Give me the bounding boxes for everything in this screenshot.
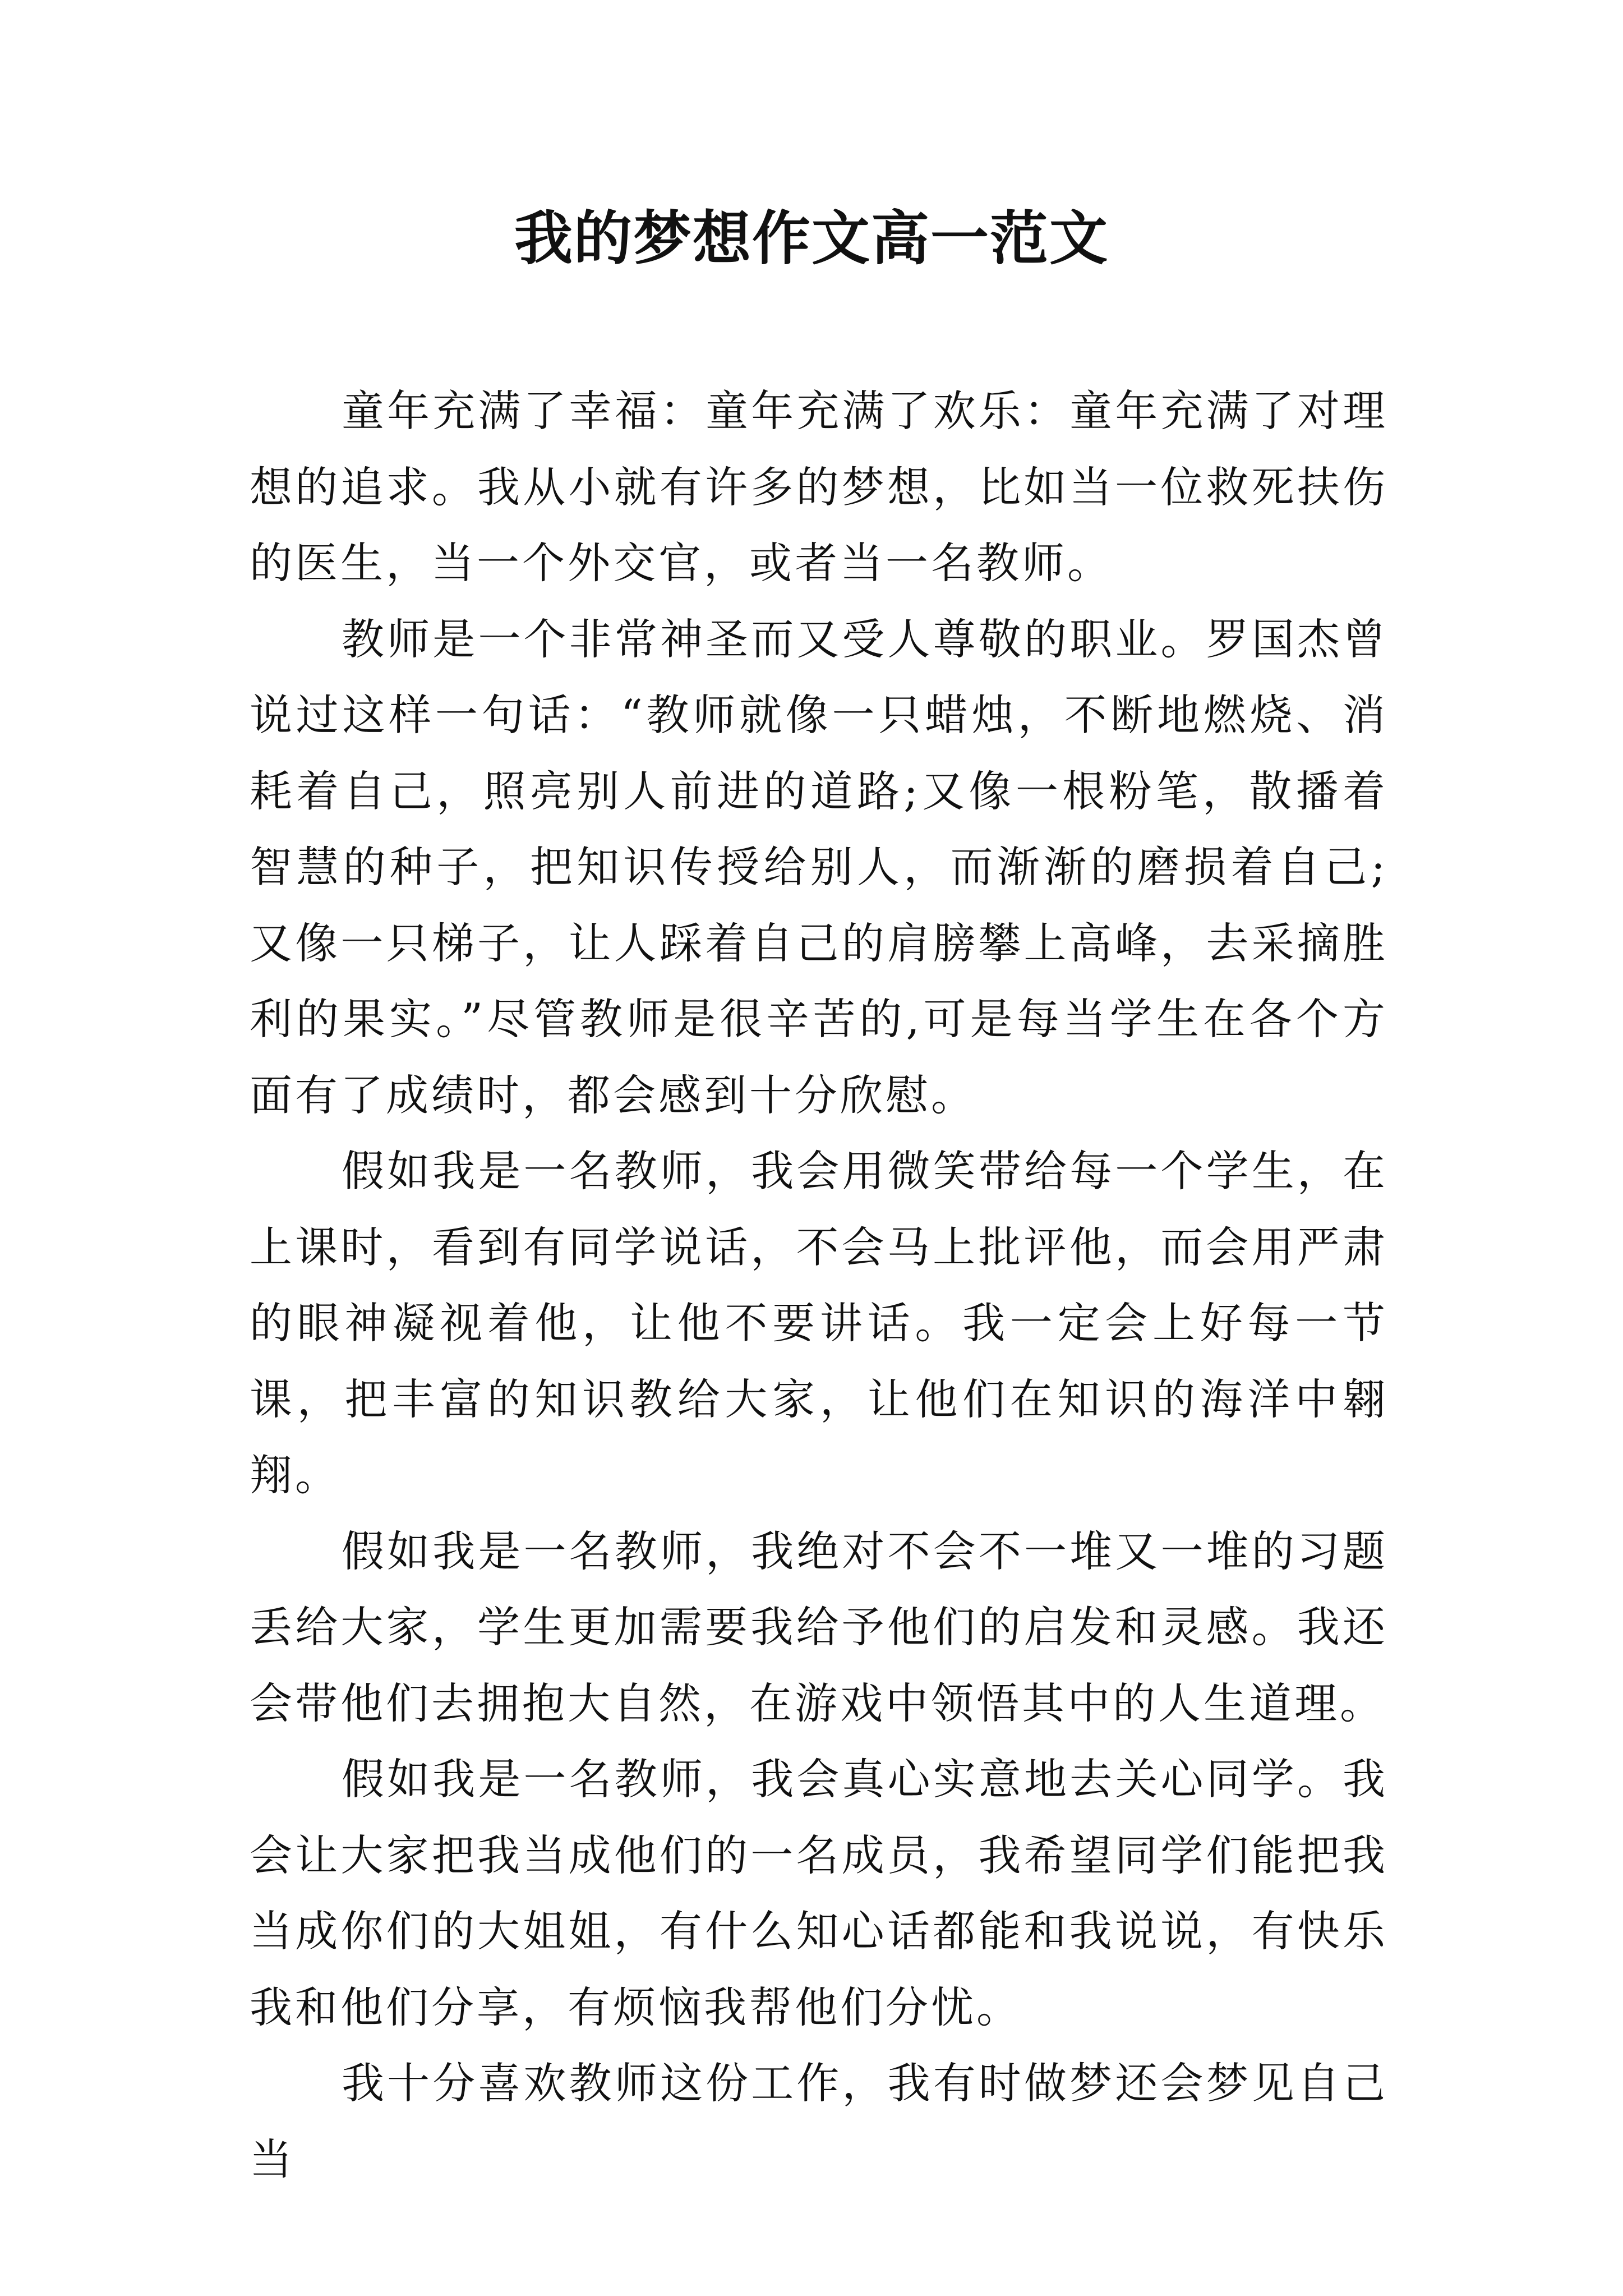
document-body xyxy=(250,373,1388,2197)
paragraph: 我十分喜欢教师这份工作，我有时做梦还会梦见自己当 xyxy=(250,2058,1388,2184)
document-title: 我的梦想作文高一范文 xyxy=(514,204,1109,273)
paragraph: 教师是一个非常神圣而又受人尊敬的职业。罗国杰曾说过这样一句话：“教师就像一只蜡烛，不断地燃烧、消耗着自己，照亮别人前进的道路;又像一根粉笔，散播着智慧的种子，把知识传授给别人，而渐渐的磨损着自己;又像一只梯子，让人踩着自己的肩膀攀上高峰，去采摘胜利的果实。”尽管教师是很辛苦的,可是每当学生在各个方面有了成绩时，都会感到十分欣慰。 xyxy=(250,614,1388,1120)
paragraph: 假如我是一名教师，我会真心实意地去关心同学。我会让大家把我当成他们的一名成员，我希望同学们能把我当成你们的大姐姐，有什么知心话都能和我说说，有快乐我和他们分享，有烦恼我帮他们分忧。 xyxy=(250,1754,1388,2032)
paragraph: 童年充满了幸福：童年充满了欢乐：童年充满了对理想的追求。我从小就有许多的梦想，比如当一位救死扶伤的医生，当一个外交官，或者当一名教师。 xyxy=(250,386,1388,588)
paragraph: 假如我是一名教师，我绝对不会不一堆又一堆的习题丢给大家，学生更加需要我给予他们的启发和灵感。我还会带他们去拥抱大自然，在游戏中领悟其中的人生道理。 xyxy=(250,1526,1388,1728)
paragraph: 假如我是一名教师，我会用微笑带给每一个学生，在上课时，看到有同学说话，不会马上批评他，而会用严肃的眼神凝视着他，让他不要讲话。我一定会上好每一节课，把丰富的知识教给大家，让他们在知识的海洋中翱翔。 xyxy=(250,1146,1388,1500)
